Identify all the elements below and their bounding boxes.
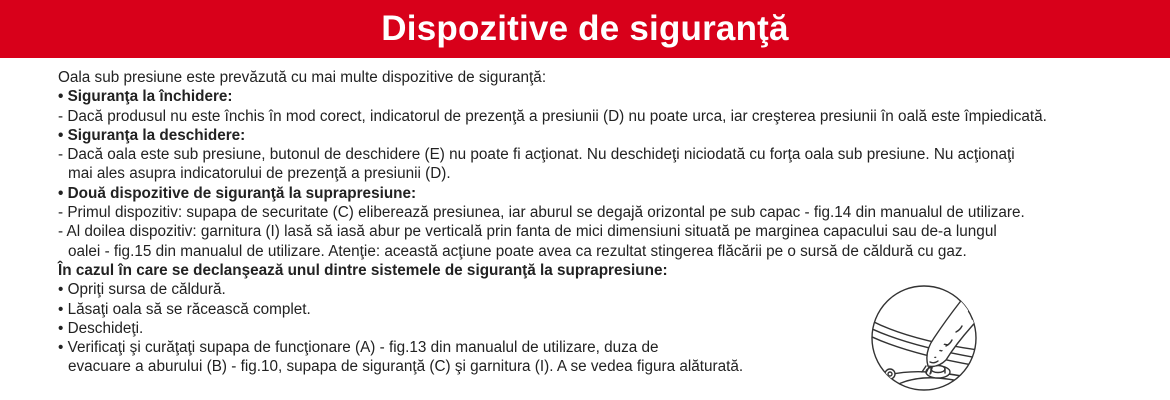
bullet-check-clean-1: • Verificaţi şi curăţaţi supapa de funcţionare (A) - fig.13 din manualul de utilizare, duza de (58, 339, 659, 357)
section-overpressure-text-1: - Primul dispozitiv: supapa de securitate (C) eliberează presiunea, iar aburul se degajă orizontal pe sub capac - fig.14 din manualul de utilizare. (58, 204, 1025, 222)
section-opening-title: • Siguranţa la deschidere: (58, 126, 246, 144)
section-triggered-title: În cazul în care se declanşează unul dintre sistemele de siguranţă la suprapresiune: (58, 261, 668, 279)
section-closing-title: • Siguranţa la închidere: (58, 88, 233, 106)
page-title: Dispozitive de siguranţă (381, 9, 789, 48)
section-closing-text: - Dacă produsul nu este închis în mod corect, indicatorul de prezenţă a presiunii (D) nu poate urca, iar creşterea presiunii în oală este împiedicată. (58, 107, 1047, 125)
bullet-check-clean-2: evacuare a aburului (B) - fig.10, supapa de siguranţă (C) şi garnitura (I). A se vedea figura alăturată. (68, 358, 744, 376)
safety-text (58, 68, 1148, 377)
intro-text: Oala sub presiune este prevăzută cu mai multe dispozitive de siguranţă: (58, 69, 547, 86)
pressure-cooker-finger-icon (868, 280, 978, 394)
section-overpressure-text-3: oalei - fig.15 din manualul de utilizare. Atenţie: această acţiune poate avea ca rezultat stingerea flăcării pe o sursă de căldură cu gaz. (68, 242, 967, 260)
bullet-cool-down: • Lăsaţi oala să se răcească complet. (58, 300, 311, 318)
section-overpressure-title: • Două dispozitive de siguranţă la suprapresiune: (58, 184, 417, 202)
section-overpressure-text-2: - Al doilea dispozitiv: garnitura (I) lasă să iasă abur pe verticală prin fanta de mici dimensiuni situată pe marginea capacului sau de-a lungul (58, 223, 997, 241)
bullet-stop-heat: • Opriţi sursa de căldură. (58, 281, 226, 299)
section-opening-text-1: - Dacă oala este sub presiune, butonul de deschidere (E) nu poate fi acţionat. Nu deschideţi niciodată cu forţa oala sub presiune. Nu acţionaţi (58, 146, 1015, 164)
page-header (0, 0, 1170, 58)
bullet-open: • Deschideţi. (58, 319, 144, 337)
section-opening-text-2: mai ales asupra indicatorului de prezenţă a presiunii (D). (68, 165, 451, 183)
